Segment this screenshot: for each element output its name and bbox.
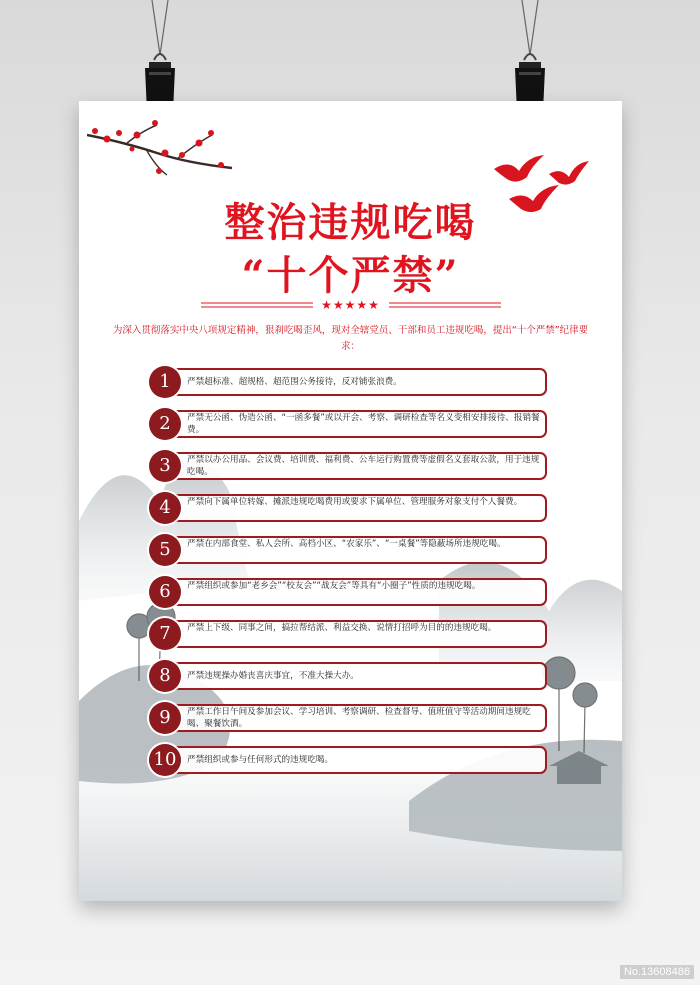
- page-title-line1: 整治违规吃喝: [224, 199, 477, 246]
- list-item: [149, 367, 549, 397]
- list-item: [149, 661, 549, 691]
- list-item-text: 严禁上下级、同事之间，搞拉帮结派、利益交换、说情打招呼为目的的违规吃喝。: [187, 623, 497, 633]
- list-item-text: 严禁无公函、伪造公函、“一函多餐”或以开会、考察、调研检查等名义变相安排接待、报销餐费。: [187, 413, 540, 435]
- list-item-number: 6: [149, 576, 181, 608]
- list-item-number: 4: [149, 492, 181, 524]
- list-item-text: 严禁组织或参与任何形式的违规吃喝。: [187, 755, 334, 765]
- list-item-number: 9: [149, 702, 181, 734]
- page-title-line2: “十个严禁”: [241, 252, 460, 299]
- binder-clip-right-icon: [510, 0, 550, 115]
- list-item-text: 严禁以办公用品、会议费、培训费、福利费、公车运行购置费等虚假名义套取公款，用于违规吃喝。: [187, 455, 540, 477]
- list-item-number: 8: [149, 660, 181, 692]
- list-item-text: 严禁在内部食堂、私人会所、高档小区、“农家乐”、“一桌餐”等隐蔽场所违规吃喝。: [187, 539, 506, 549]
- plum-blossom-branch-icon: [87, 113, 237, 183]
- list-item-number: 2: [149, 408, 181, 440]
- list-item-number: 5: [149, 534, 181, 566]
- intro-text: 为深入贯彻落实中央八项规定精神，狠刹吃喝歪风，现对全辖党员、干部和员工违规吃喝，提出“十个严禁”纪律要求：: [112, 325, 589, 352]
- list-item: [149, 451, 549, 481]
- star-rating-icon: ★★★★★: [321, 298, 380, 312]
- binder-clip-left-icon: [140, 0, 180, 115]
- watermark-id: No.13608486: [620, 965, 694, 979]
- poster: [79, 101, 622, 901]
- list-item-number: 1: [149, 366, 181, 398]
- list-item: [149, 619, 549, 649]
- list-item: [149, 409, 549, 439]
- list-item-number: 10: [149, 744, 181, 776]
- list-item: [149, 577, 549, 607]
- list-item-text: 严禁违规操办婚丧喜庆事宜，不准大操大办。: [187, 671, 359, 681]
- list-item: [149, 703, 549, 733]
- list-item: [149, 535, 549, 565]
- list-item-text: 严禁组织或参加“老乡会”“校友会”“战友会”等具有“小圈子”性质的违规吃喝。: [187, 581, 481, 591]
- list-item: [149, 745, 549, 775]
- list-item: [149, 493, 549, 523]
- list-item-number: 7: [149, 618, 181, 650]
- list-item-text: 严禁工作日午间及参加会议、学习培训、考察调研、检查督导、值班值守等活动期间违规吃喝、聚餐饮酒。: [187, 707, 531, 729]
- list-item-number: 3: [149, 450, 181, 482]
- list-item-text: 严禁超标准、超规格、超范围公务接待，反对铺张浪费。: [187, 377, 402, 387]
- title-divider: [79, 297, 622, 317]
- list-item-text: 严禁向下属单位转嫁、摊派违规吃喝费用或要求下属单位、管理服务对象支付个人餐费。: [187, 497, 523, 507]
